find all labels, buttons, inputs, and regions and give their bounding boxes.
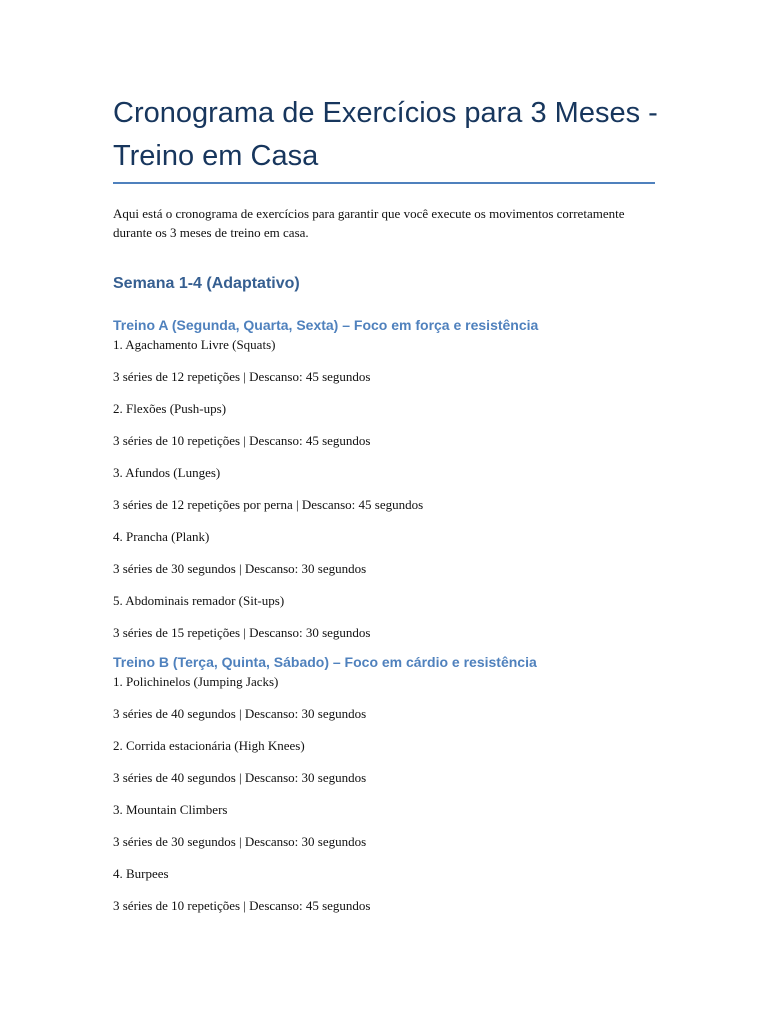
workout-a-detail-2: 3 séries de 10 repetições | Descanso: 45 segundos [113, 433, 371, 448]
document-page [113, 92, 658, 928]
week-heading: Semana 1-4 (Adaptativo) [113, 275, 300, 292]
workout-a-detail-1: 3 séries de 12 repetições | Descanso: 45 segundos [113, 369, 371, 384]
workout-b-exercise-2: 2. Corrida estacionária (High Knees) [113, 738, 305, 753]
workout-a-detail-4: 3 séries de 30 segundos | Descanso: 30 segundos [113, 561, 367, 576]
workout-b-detail-3: 3 séries de 30 segundos | Descanso: 30 segundos [113, 834, 367, 849]
workout-a-detail-3: 3 séries de 12 repetições por perna | Descanso: 45 segundos [113, 497, 424, 512]
workout-a-exercise-1: 1. Agachamento Livre (Squats) [113, 337, 276, 352]
document-title: Cronograma de Exercícios para 3 Meses - Treino em Casa [113, 97, 658, 172]
workout-b-heading: Treino B (Terça, Quinta, Sábado) – Foco em cárdio e resistência [113, 654, 537, 670]
workout-a-exercise-4: 4. Prancha (Plank) [113, 529, 210, 544]
workout-b-exercise-4: 4. Burpees [113, 866, 169, 881]
workout-a-detail-5: 3 séries de 15 repetições | Descanso: 30 segundos [113, 625, 371, 640]
workout-b-detail-4: 3 séries de 10 repetições | Descanso: 45 segundos [113, 898, 371, 913]
workout-b-exercise-3: 3. Mountain Climbers [113, 802, 228, 817]
workout-a-exercise-2: 2. Flexões (Push-ups) [113, 401, 227, 416]
workout-b-exercise-1: 1. Polichinelos (Jumping Jacks) [113, 674, 279, 689]
title-divider [113, 182, 655, 184]
workout-a-exercise-3: 3. Afundos (Lunges) [113, 465, 221, 480]
workout-a-exercise-5: 5. Abdominais remador (Sit-ups) [113, 593, 285, 608]
intro-paragraph: Aqui está o cronograma de exercícios para garantir que você execute os movimentos corretamente durante os 3 meses de treino em casa. [113, 206, 625, 240]
workout-a-heading: Treino A (Segunda, Quarta, Sexta) – Foco em força e resistência [113, 317, 539, 333]
workout-b-detail-2: 3 séries de 40 segundos | Descanso: 30 segundos [113, 770, 367, 785]
workout-b-detail-1: 3 séries de 40 segundos | Descanso: 30 segundos [113, 706, 367, 721]
